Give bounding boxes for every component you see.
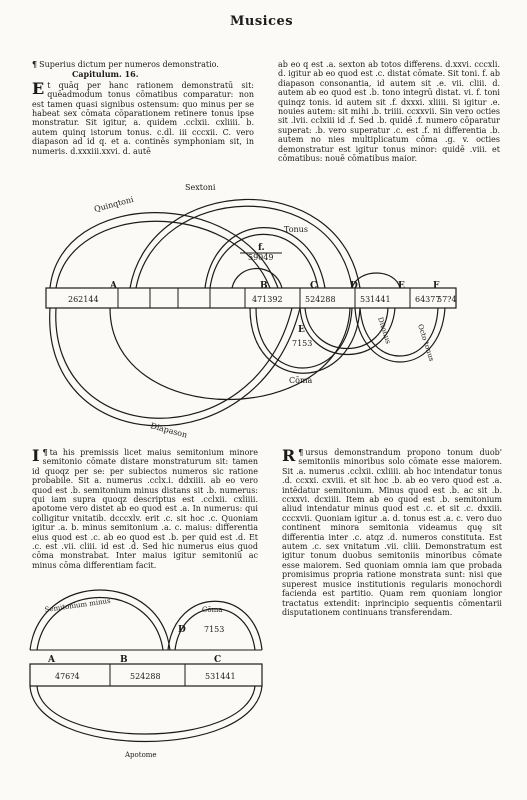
bar-value: 471392 xyxy=(252,295,283,304)
bar-value: 262144 xyxy=(68,295,99,304)
dropcap: E xyxy=(32,78,45,98)
arc-label: Diapason xyxy=(149,421,189,440)
dropcap: R xyxy=(282,446,296,465)
bar-letter: C xyxy=(310,281,318,291)
f-label: f. xyxy=(258,243,265,253)
bar-value: 531441 xyxy=(360,295,391,304)
paragraph: ¶ R ursus demonstrandum propono tonum duob' semitoniis minoribus solo cōmate esse maiorem. Sit .a. numerus .cclxii. cxliiii. ab hoc intendatur tonus .d. ccxxi. cxviii. et sit hoc .b. ab eo vero quod est .a. intēdatur semitonium. Minus quod est .b. ac sit .b. ccxxvi. dcxiiii. Item ab eo quod est .b. semitonium aliud intendatur minus quod est .c. et sit .c. dxxiii. cccxvii. Quoniam igitur .a. d. tonus est .a. c. vero duo continent minora semitonia videamus quę sit differentia inter .c. atqz .d. numeros constituta. Est autem .c. sex vnitatum .vii. cliii. Demonstratum est igitur tonum duobus semitoniis minoribus cōmate esse maiorem. Sed quoniam omnia iam que probada promisimus propria ratione monstrata sunt: nisi que superest musice institutionis regularis monochordi facienda est partitio. Quam rem quoniam longior tractatus extendit: inprincipio sequentis cōmentarii disputationem continuans transferendam. xyxy=(282,446,502,617)
bar-value: 524288 xyxy=(305,295,336,304)
arc-label: Semitonium minus xyxy=(44,596,112,614)
arc-label: Octo tonus xyxy=(416,323,436,363)
bar-letter: F xyxy=(433,281,440,291)
bar-letter: C xyxy=(214,655,222,665)
arc-quinqtoni xyxy=(50,213,278,288)
e-label: E xyxy=(298,325,305,335)
arc-apotome xyxy=(30,686,262,742)
paragraph: ¶ I ta his premissis licet maius semitonium minore semitonio cōmate distare monstraturum sit: tamen id quoqz per se: per subiectos numeros sic ratione probabile. Sit a. numerus .cclx.i. ddxiiii. ab eo vero quod est .b. semitonium minus distans sit .b. numerus: qui iam supra quoqz descriptus est .cclxii. cxliiii. apotome vero distet ab eo quod est .a. In numerus: qui colligitur vnitatib. dcccxlv. erit .c. sit hoc .c. Quoniam igitur .a. b. minus semitonium .a. c. maius: differentia eius quod est .c. ab eo quod est .b. per quid est .d. Et .c. est .vii. cliii. id est .d. Sed hic numerus eius quod cōma monstrabat. Inter maius igitur semitoniū ac minus cōma differentiam facit. xyxy=(32,446,258,570)
d-label: D xyxy=(178,625,186,635)
chapter-title: Capitulum. 16. xyxy=(72,69,139,80)
pilcrow-icon: ¶ xyxy=(42,447,48,457)
pilcrow-icon: ¶ xyxy=(32,59,38,69)
bar-letter: B xyxy=(120,655,128,665)
right-column-bottom xyxy=(282,448,502,618)
e-value: 7153 xyxy=(292,339,313,348)
bar-letter: B xyxy=(260,281,268,291)
bar-letter: A xyxy=(48,655,55,665)
left-column-bottom xyxy=(32,448,258,571)
bar-value: 64377 xyxy=(415,295,441,304)
bar-letter: A xyxy=(110,281,117,291)
paragraph: Et quāq per hanc rationem demonstratū sit: quēadmodum tonus cōmatibus comparatur: non est tamen quasi signibus ostensum: quo minus per se habeat sex cōmata cōparationem retinere tonus ipse monstratur. Sit igitur, a. quidem .cclxii. cxliiii. b. autem quinq istorum tonus. c.dl. iii cccxii. C. vero diapason ad id q. et a. continēs symphoniam sit, in numeris. d.xxxiii.xxvi. d. autē xyxy=(32,78,254,156)
arc-label: Cōma xyxy=(202,606,223,614)
number-bar xyxy=(46,288,456,308)
arc-label: Sextoni xyxy=(185,183,216,192)
bar-letter: E xyxy=(398,281,405,291)
arc-label: Ditonus xyxy=(376,316,393,345)
arc-label: Quinqtoni xyxy=(93,194,135,214)
bar-value: 476?4 xyxy=(55,672,80,681)
page-header: Musices xyxy=(230,14,294,29)
d-value: 7153 xyxy=(204,625,225,634)
bar-value: 57?4 xyxy=(437,295,457,304)
arc-label: Cōma xyxy=(289,376,313,385)
dropcap: I xyxy=(32,446,40,465)
bar-value: 531441 xyxy=(205,672,236,681)
pilcrow-icon: ¶ xyxy=(298,447,304,457)
arc-label: Apotome xyxy=(125,751,157,759)
arc-label: Tonus xyxy=(284,225,308,234)
paragraph: ab eo q est .a. sexton ab totos differens. d.xxvi. cccxli. d. igitur ab eo quod est .c. distat cōmate. Sit toni. f. ab diapason consonantia, id autem sit .e. vii. cliii. d. autem ab eo quod est .b. tono integrū distat. vi. f. toni quinqz tonis. id autem sit .f. dxxxi. xliiii. Si igitur .e. nouies autem: sit mihi .b. triiii. ccxxvii. Sin vero octies sit .lvii. cclxiii id .f. Sed .b. quidē .f. numero cōparatur superat: .b. vero superatur .c. est .f. ni differentia .b. autem no nies multiplicatum cōma .g. v. octies demonstratur est igitur tonus minor: quidē .viii. et cōmatibus: nouē cōmatibus maior. xyxy=(278,60,500,164)
f-value: 59049 xyxy=(248,253,274,262)
section-heading: ¶ Superius dictum per numeros demonstratio. xyxy=(32,59,219,69)
bar-value: 524288 xyxy=(130,672,161,681)
bar-letter: D xyxy=(350,281,358,291)
arc-diapason xyxy=(50,308,300,426)
